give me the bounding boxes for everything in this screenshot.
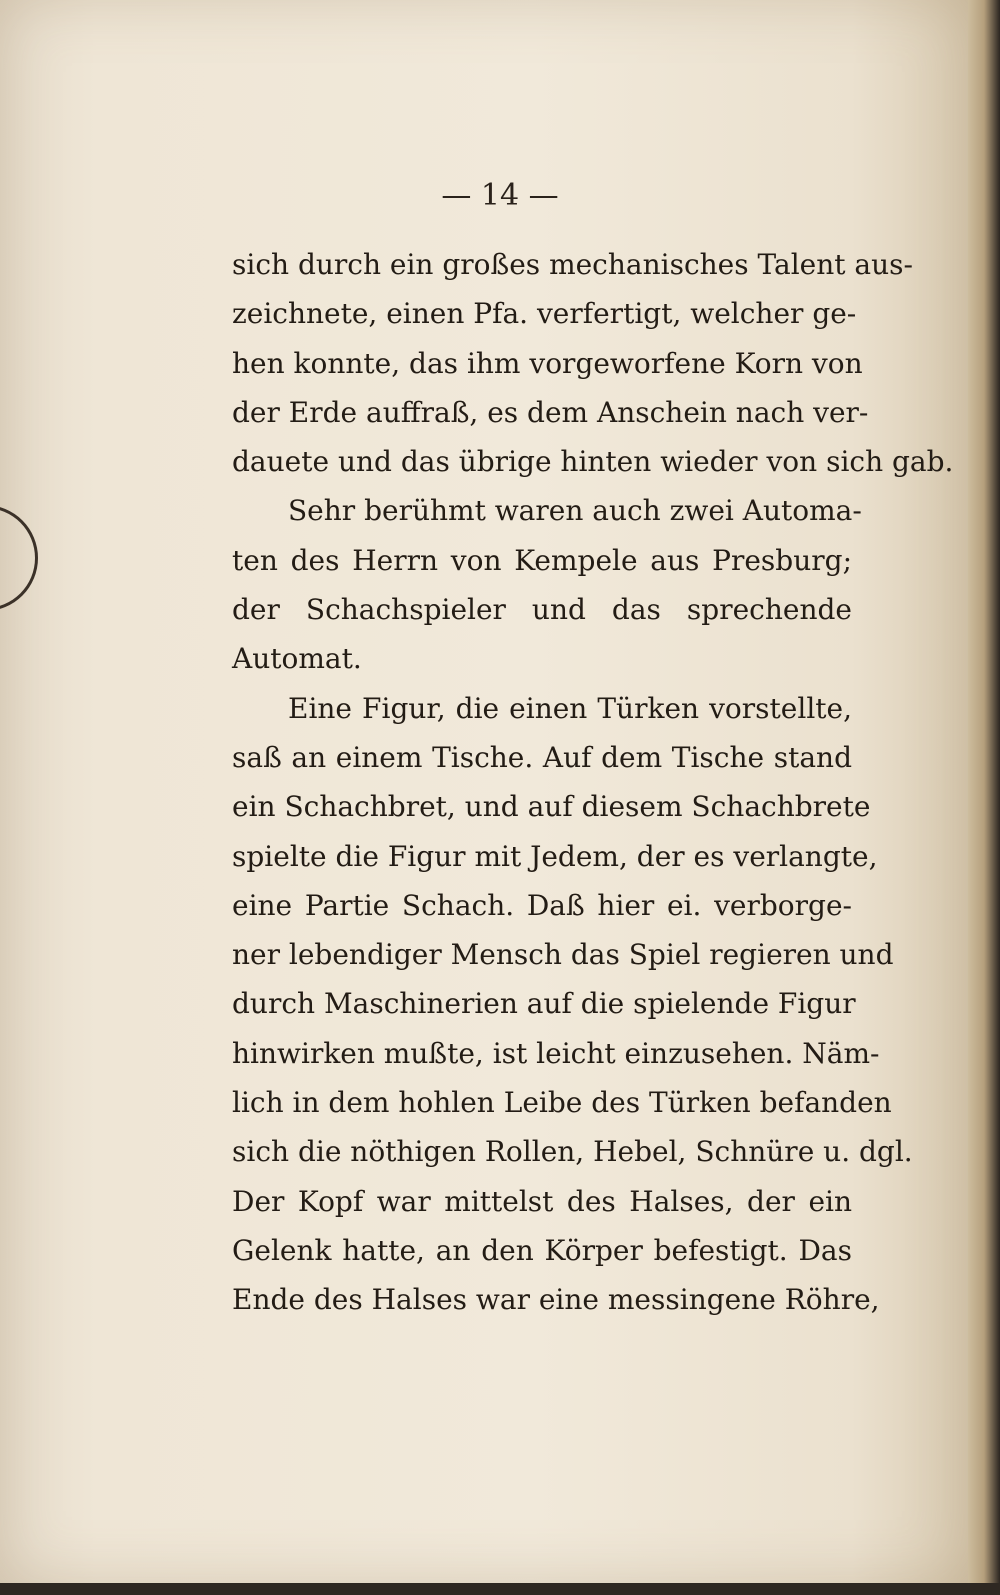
text-line: lich in dem hohlen Leibe des Türken befanden [232, 1086, 892, 1120]
text-line: der Erde auffraß, es dem Anschein nach ver- [232, 395, 869, 429]
text-line: Eine Figur, die einen Türken vorstellte, [288, 691, 852, 725]
text-line: ten des Herrn von Kempele aus Presburg; [232, 543, 852, 577]
text-line: sich durch ein großes mechanisches Talent aus- [232, 248, 913, 281]
text-line: Gelenk hatte, an den Körper befestigt. Das [232, 1233, 852, 1267]
text-line: der Schachspieler und das sprechende [232, 593, 852, 627]
text-line: Automat. [232, 642, 362, 676]
page-edge [968, 0, 1000, 1595]
body-text [232, 240, 954, 1325]
text-line: hinwirken mußte, ist leicht einzusehen. Näm- [232, 1036, 880, 1070]
page-number: — 14 — [441, 178, 559, 213]
text-line: sich die nöthigen Rollen, Hebel, Schnüre u. dgl. [232, 1135, 913, 1169]
bottom-edge [0, 1583, 1000, 1595]
text-line: saß an einem Tische. Auf dem Tische stand [232, 740, 852, 774]
text-line: ein Schachbret, und auf diesem Schachbrete [232, 790, 871, 824]
text-line: zeichnete, einen Pfa. verfertigt, welcher ge- [232, 297, 857, 331]
text-line: dauete und das übrige hinten wieder von sich gab. [232, 445, 954, 479]
text-line: ner lebendiger Mensch das Spiel regieren und [232, 938, 894, 972]
text-line: Ende des Halses war eine messingene Röhre, [232, 1283, 880, 1317]
text-line: eine Partie Schach. Daß hier ei. verborge- [232, 888, 852, 922]
text-line: spielte die Figur mit Jedem, der es verlangte, [232, 839, 878, 873]
text-line: Der Kopf war mittelst des Halses, der ein [232, 1184, 852, 1218]
text-line: hen konnte, das ihm vorgeworfene Korn von [232, 346, 863, 380]
text-line: durch Maschinerien auf die spielende Figur [232, 987, 856, 1021]
text-line: Sehr berühmt waren auch zwei Automa- [288, 494, 862, 528]
